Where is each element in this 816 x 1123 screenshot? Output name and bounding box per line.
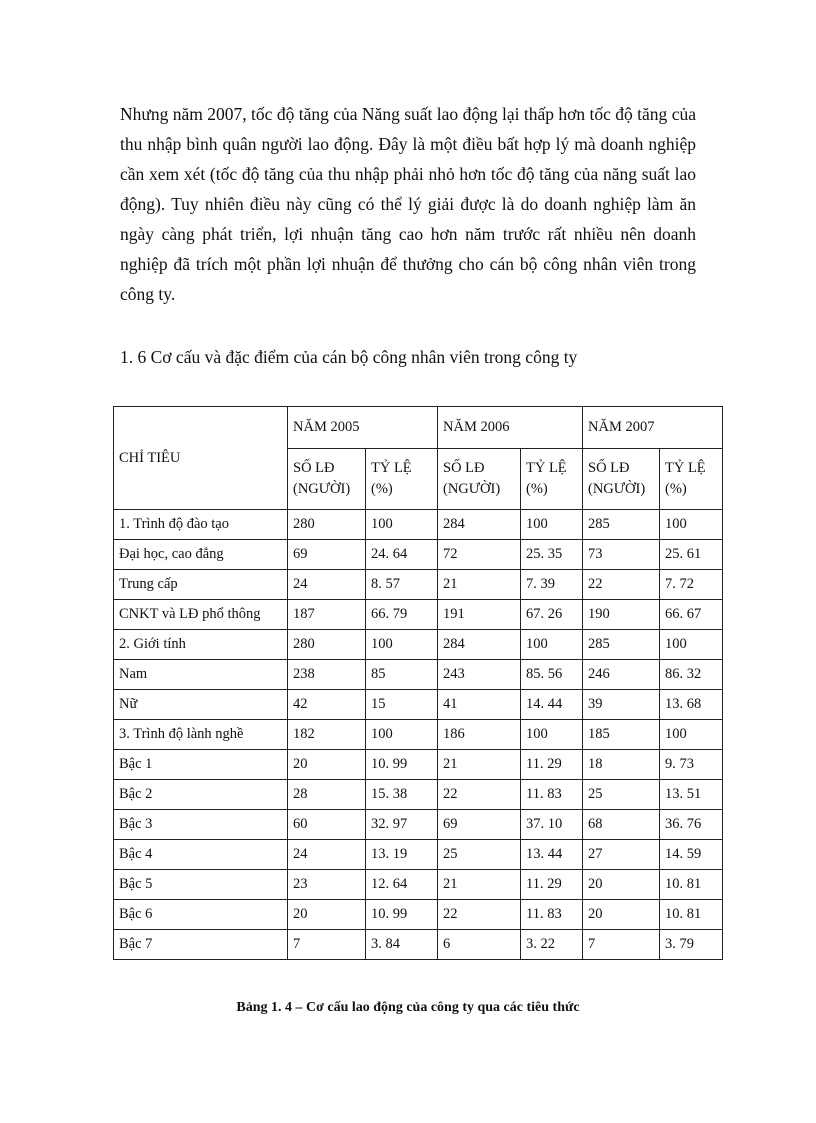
corner-header: CHỈ TIÊU (114, 407, 288, 510)
table-cell: 13. 44 (521, 840, 583, 870)
table-cell: 285 (583, 630, 660, 660)
table-cell: 86. 32 (660, 660, 723, 690)
labor-structure-table (113, 406, 723, 960)
table-cell: 24. 64 (366, 540, 438, 570)
table-cell: 284 (438, 630, 521, 660)
table-cell: 100 (521, 720, 583, 750)
row-label-cell: 1. Trình độ đào tạo (114, 510, 288, 540)
table-cell: 280 (288, 510, 366, 540)
table-cell: 21 (438, 570, 521, 600)
table-cell: 60 (288, 810, 366, 840)
table-cell: 25. 35 (521, 540, 583, 570)
table-cell: 25 (438, 840, 521, 870)
table-cell: 187 (288, 600, 366, 630)
table-row (114, 600, 723, 630)
table-cell: 3. 79 (660, 930, 723, 960)
table-row (114, 780, 723, 810)
table-cell: 3. 22 (521, 930, 583, 960)
table-header-row (114, 407, 723, 449)
table-cell: 185 (583, 720, 660, 750)
row-label-cell: Bậc 4 (114, 840, 288, 870)
table-cell: 37. 10 (521, 810, 583, 840)
ratio-header: TỶ LỆ (%) (521, 449, 583, 510)
table-row (114, 630, 723, 660)
table-cell: 20 (583, 900, 660, 930)
row-label-cell: Bậc 6 (114, 900, 288, 930)
paragraph-text: Nhưng năm 2007, tốc độ tăng của Năng suất lao động lại thấp hơn tốc độ tăng của thu nhập bình quân người lao động. Đây là một điều bất hợp lý mà doanh nghiệp cần xem xét (tốc độ tăng của thu nhập phải nhỏ hơn tốc độ tăng của năng suất lao động). Tuy nhiên điều này cũng có thể lý giải được là do doanh nghiệp làm ăn ngày càng phát triển, lợi nhuận tăng cao hơn năm trước rất nhiều nên doanh nghiệp đã trích một phần lợi nhuận để thưởng cho cán bộ công nhân viên trong công ty. (120, 104, 696, 304)
table-cell: 27 (583, 840, 660, 870)
table-cell: 20 (288, 750, 366, 780)
table-cell: 100 (660, 510, 723, 540)
row-label-cell: Bậc 3 (114, 810, 288, 840)
table-row (114, 540, 723, 570)
table-cell: 190 (583, 600, 660, 630)
table-cell: 85. 56 (521, 660, 583, 690)
table-cell: 69 (288, 540, 366, 570)
table-cell: 18 (583, 750, 660, 780)
table-row (114, 810, 723, 840)
row-label-cell: Bậc 2 (114, 780, 288, 810)
table-cell: 72 (438, 540, 521, 570)
table-cell: 100 (521, 510, 583, 540)
table-cell: 10. 99 (366, 750, 438, 780)
table-cell: 3. 84 (366, 930, 438, 960)
table-cell: 100 (660, 720, 723, 750)
body-paragraph (120, 99, 696, 309)
ratio-header: TỶ LỆ (%) (366, 449, 438, 510)
table-cell: 11. 29 (521, 750, 583, 780)
row-label-cell: Bậc 5 (114, 870, 288, 900)
table-cell: 23 (288, 870, 366, 900)
section-heading: 1. 6 Cơ cấu và đặc điểm của cán bộ công nhân viên trong công ty (120, 347, 578, 367)
row-label-cell: Bậc 1 (114, 750, 288, 780)
table-cell: 39 (583, 690, 660, 720)
table-cell: 67. 26 (521, 600, 583, 630)
row-label-cell: CNKT và LĐ phổ thông (114, 600, 288, 630)
table-cell: 7 (583, 930, 660, 960)
table-cell: 73 (583, 540, 660, 570)
table-cell: 100 (366, 720, 438, 750)
table-cell: 15 (366, 690, 438, 720)
table-cell: 32. 97 (366, 810, 438, 840)
table-cell: 24 (288, 570, 366, 600)
year-header-2006: NĂM 2006 (438, 407, 583, 449)
table-cell: 246 (583, 660, 660, 690)
table-row (114, 690, 723, 720)
table-cell: 15. 38 (366, 780, 438, 810)
table-cell: 22 (583, 570, 660, 600)
table-cell: 36. 76 (660, 810, 723, 840)
row-label-cell: Nữ (114, 690, 288, 720)
table-cell: 9. 73 (660, 750, 723, 780)
row-label-cell: Đại học, cao đẳng (114, 540, 288, 570)
count-header: SỐ LĐ (NGƯỜI) (583, 449, 660, 510)
row-label-cell: 3. Trình độ lành nghề (114, 720, 288, 750)
table-row (114, 870, 723, 900)
table-cell: 7. 39 (521, 570, 583, 600)
table-cell: 11. 83 (521, 780, 583, 810)
table-cell: 243 (438, 660, 521, 690)
table-cell: 14. 44 (521, 690, 583, 720)
table-row (114, 660, 723, 690)
table-row (114, 900, 723, 930)
table-cell: 100 (521, 630, 583, 660)
table-cell: 7 (288, 930, 366, 960)
table-cell: 7. 72 (660, 570, 723, 600)
table-cell: 13. 51 (660, 780, 723, 810)
count-header: SỐ LĐ (NGƯỜI) (288, 449, 366, 510)
table-caption: Bảng 1. 4 – Cơ cấu lao động của công ty qua các tiêu thức (236, 1000, 580, 1015)
table-cell: 42 (288, 690, 366, 720)
table-cell: 182 (288, 720, 366, 750)
table-cell: 11. 29 (521, 870, 583, 900)
table-cell: 191 (438, 600, 521, 630)
year-header-2005: NĂM 2005 (288, 407, 438, 449)
table-row (114, 840, 723, 870)
table-row (114, 720, 723, 750)
row-label-cell: Bậc 7 (114, 930, 288, 960)
table-cell: 21 (438, 870, 521, 900)
table-cell: 85 (366, 660, 438, 690)
table-cell: 13. 68 (660, 690, 723, 720)
table-cell: 25 (583, 780, 660, 810)
table-cell: 100 (366, 510, 438, 540)
table-cell: 41 (438, 690, 521, 720)
table-cell: 68 (583, 810, 660, 840)
table-row (114, 930, 723, 960)
table-cell: 13. 19 (366, 840, 438, 870)
table-cell: 22 (438, 780, 521, 810)
ratio-header: TỶ LỆ (%) (660, 449, 723, 510)
table-cell: 69 (438, 810, 521, 840)
table-cell: 10. 81 (660, 900, 723, 930)
table-cell: 22 (438, 900, 521, 930)
row-label-cell: Nam (114, 660, 288, 690)
table-cell: 284 (438, 510, 521, 540)
table-cell: 25. 61 (660, 540, 723, 570)
table-cell: 11. 83 (521, 900, 583, 930)
table-cell: 100 (366, 630, 438, 660)
table-cell: 10. 99 (366, 900, 438, 930)
table-cell: 20 (583, 870, 660, 900)
table-row (114, 510, 723, 540)
row-label-cell: Trung cấp (114, 570, 288, 600)
table-cell: 8. 57 (366, 570, 438, 600)
table-cell: 280 (288, 630, 366, 660)
table-body (114, 510, 723, 960)
table-cell: 6 (438, 930, 521, 960)
table-row (114, 570, 723, 600)
table-cell: 20 (288, 900, 366, 930)
table-cell: 186 (438, 720, 521, 750)
table-cell: 28 (288, 780, 366, 810)
table-cell: 12. 64 (366, 870, 438, 900)
count-header: SỐ LĐ (NGƯỜI) (438, 449, 521, 510)
table-cell: 238 (288, 660, 366, 690)
table-cell: 24 (288, 840, 366, 870)
table-cell: 100 (660, 630, 723, 660)
table-cell: 10. 81 (660, 870, 723, 900)
table-cell: 285 (583, 510, 660, 540)
table-cell: 21 (438, 750, 521, 780)
year-header-2007: NĂM 2007 (583, 407, 723, 449)
table-row (114, 750, 723, 780)
row-label-cell: 2. Giới tính (114, 630, 288, 660)
table-cell: 14. 59 (660, 840, 723, 870)
table-cell: 66. 79 (366, 600, 438, 630)
table-cell: 66. 67 (660, 600, 723, 630)
